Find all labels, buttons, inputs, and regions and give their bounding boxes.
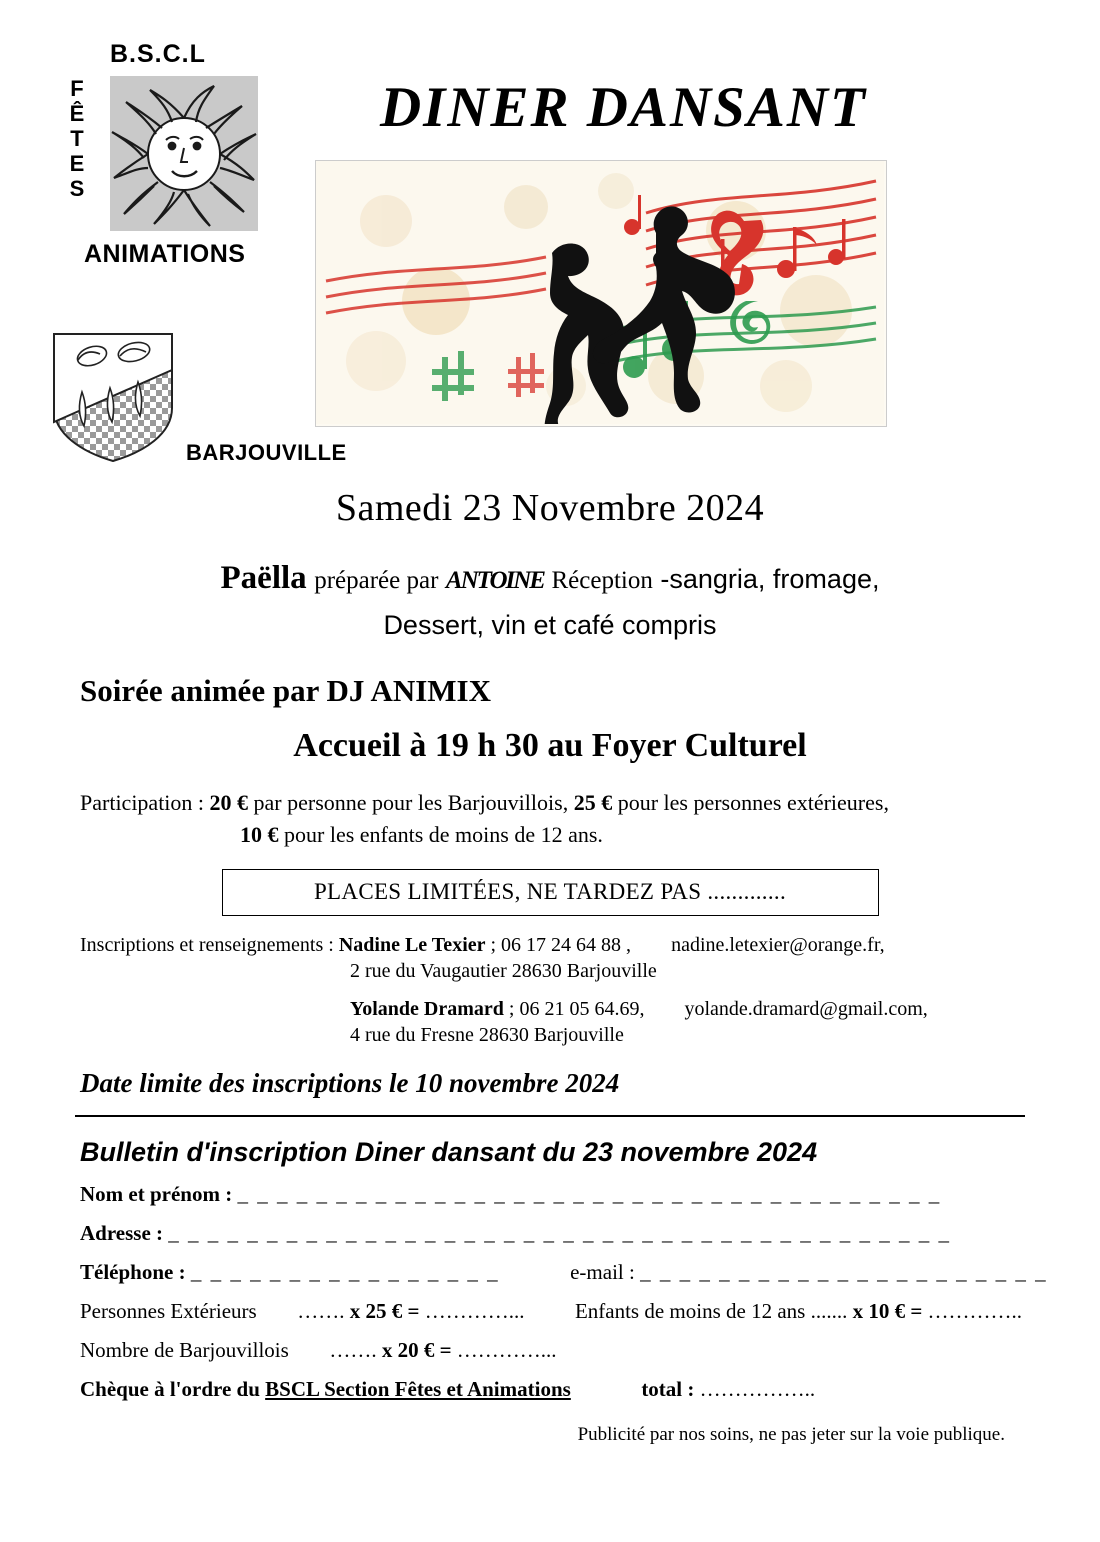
section-divider [75, 1115, 1025, 1117]
phone-input[interactable]: _ _ _ _ _ _ _ _ _ _ _ _ _ _ _ _ [190, 1260, 500, 1284]
menu-caterer-suffix: Réception [551, 567, 653, 594]
form-row-address [80, 1221, 1100, 1246]
form-row-phone-email [80, 1260, 1100, 1285]
dj-line: Soirée animée par DJ ANIMIX [80, 673, 491, 708]
page-title: DINER DANSANT [380, 76, 867, 139]
price-exterior: 25 € [573, 790, 613, 815]
exterior-count-input[interactable]: ……. [297, 1299, 345, 1323]
local-rate: x 20 € = [381, 1338, 452, 1362]
contact1-phone: ; 06 17 24 64 88 , [490, 934, 632, 956]
menu-includes-line1: -sangria, fromage, [660, 564, 880, 594]
total-label: total : [641, 1377, 695, 1401]
form-row-exterior-children [80, 1299, 1100, 1324]
coat-of-arms-label: BARJOUVILLE [186, 440, 347, 465]
price-child: 10 € [240, 822, 279, 847]
price-local: 20 € [209, 790, 249, 815]
local-label: Nombre de Barjouvillois [80, 1338, 289, 1362]
children-label: Enfants de moins de 12 ans [574, 1299, 806, 1323]
total-input[interactable]: …………….. [699, 1377, 816, 1401]
contact2-name: Yolande Dramard [350, 998, 504, 1020]
contacts-block [80, 932, 1100, 1048]
sun-face-icon [110, 76, 258, 231]
cheque-payee: BSCL Section Fêtes et Animations [265, 1377, 571, 1401]
form-row-local [80, 1338, 1100, 1363]
poster-header [0, 0, 1100, 480]
menu-prepared-by: préparée par [314, 567, 439, 594]
exterior-rate: x 25 € = [349, 1299, 420, 1323]
participation-prefix: Participation : [80, 790, 205, 815]
contacts-intro-row [80, 932, 1100, 958]
limited-places-notice: PLACES LIMITÉES, NE TARDEZ PAS ............. [222, 869, 879, 916]
price-child-text: pour les enfants de moins de 12 ans. [284, 822, 603, 847]
exterior-label: Personnes Extérieurs [80, 1299, 257, 1323]
welcome-line: Accueil à 19 h 30 au Foyer Culturel [293, 727, 807, 764]
email-input[interactable]: _ _ _ _ _ _ _ _ _ _ _ _ _ _ _ _ _ _ _ _ _ [640, 1260, 1048, 1284]
menu-caterer: ANTOINE [445, 567, 544, 594]
contact1-name: Nadine Le Texier [338, 934, 486, 956]
form-row-cheque-total [80, 1377, 1100, 1402]
event-date: Samedi 23 Novembre 2024 [335, 487, 765, 529]
contact1-email[interactable]: nadine.letexier@orange.fr, [671, 934, 885, 956]
price-local-text: par personne pour les Barjouvillois, [253, 790, 569, 815]
address-label: Adresse : [80, 1221, 164, 1245]
form-row-name [80, 1182, 1100, 1207]
contact2-phone: ; 06 21 05 64.69, [508, 998, 645, 1020]
menu-description [0, 556, 1100, 647]
children-count-input[interactable]: ....... [810, 1299, 848, 1323]
registration-deadline: Date limite des inscriptions le 10 novembre 2024 [80, 1068, 620, 1098]
phone-label: Téléphone : [80, 1260, 186, 1284]
bscl-logo [48, 40, 278, 280]
contact2-row [350, 996, 1100, 1022]
dancing-silhouettes-music-notes-image [315, 160, 887, 427]
children-rate: x 10 € = [852, 1299, 923, 1323]
participation-prices [80, 787, 1100, 851]
email-label: e-mail : [570, 1260, 635, 1284]
form-title: Bulletin d'inscription Diner dansant du 23 novembre 2024 [80, 1137, 818, 1167]
contact2-address: 4 rue du Fresne 28630 Barjouville [350, 1024, 624, 1046]
children-total-input[interactable]: ………….. [927, 1299, 1023, 1323]
name-label: Nom et prénom : [80, 1182, 233, 1206]
footer-legal-note: Publicité par nos soins, ne pas jeter sur la voie publique. [577, 1424, 1005, 1445]
local-count-input[interactable]: ……. [329, 1338, 377, 1362]
name-input[interactable]: _ _ _ _ _ _ _ _ _ _ _ _ _ _ _ _ _ _ _ _ _ _ _ _ _ _ _ _ _ _ _ _ _ _ _ _ [237, 1182, 942, 1206]
contact2-email[interactable]: yolande.dramard@gmail.com, [684, 998, 928, 1020]
contact1-address: 2 rue du Vaugautier 28630 Barjouville [350, 960, 657, 982]
price-exterior-text: pour les personnes extérieures, [617, 790, 889, 815]
heraldic-shield-icon [48, 330, 178, 465]
contacts-intro: Inscriptions et renseignements : [80, 934, 334, 956]
menu-dish: Paëlla [220, 560, 307, 596]
bscl-title: B.S.C.L [110, 40, 206, 68]
address-input[interactable]: _ _ _ _ _ _ _ _ _ _ _ _ _ _ _ _ _ _ _ _ _ _ _ _ _ _ _ _ _ _ _ _ _ _ _ _ _ _ _ _ [168, 1221, 952, 1245]
menu-includes-line2: Dessert, vin et café compris [383, 610, 717, 640]
bscl-subtitle: ANIMATIONS [84, 240, 246, 268]
cheque-label: Chèque à l'ordre du [80, 1377, 260, 1401]
bscl-vertical-word: F Ê T E S [69, 76, 85, 201]
local-total-input[interactable]: …………... [456, 1338, 557, 1362]
exterior-total-input[interactable]: …………... [424, 1299, 525, 1323]
